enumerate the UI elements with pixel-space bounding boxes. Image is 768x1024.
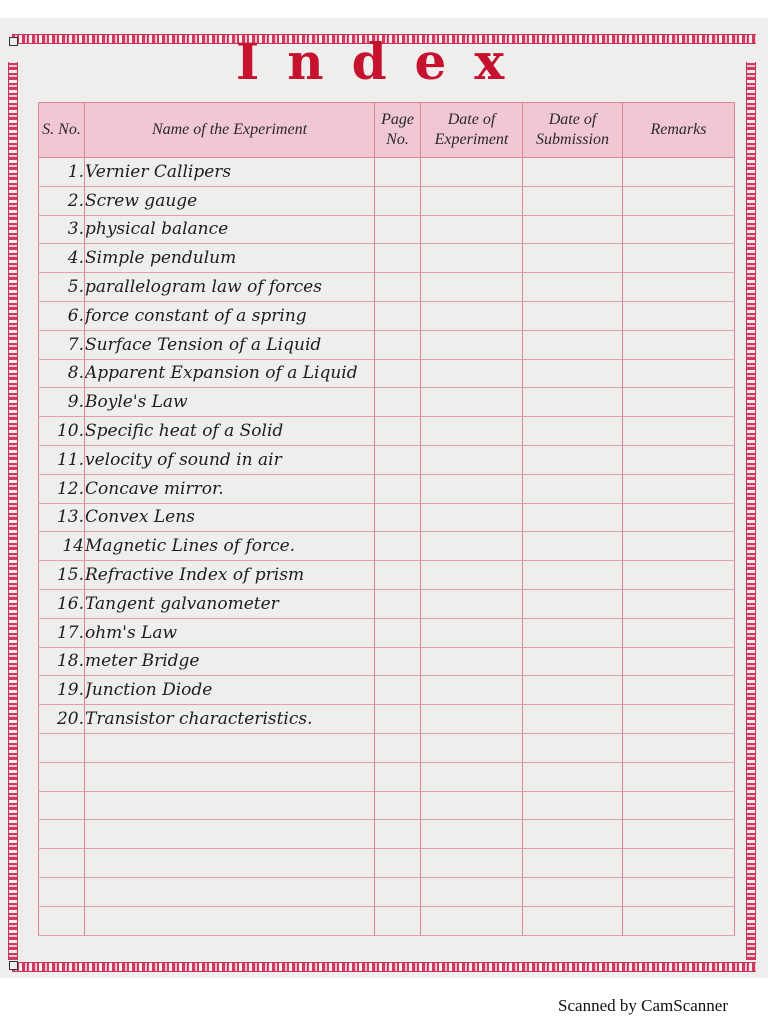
cell-date-of-submission <box>523 676 623 705</box>
cell-date-of-submission <box>523 474 623 503</box>
cell-remarks <box>623 705 735 734</box>
left-border <box>8 62 18 960</box>
cell-sno <box>39 733 85 762</box>
table-row <box>39 676 735 705</box>
cell-date-of-submission <box>523 417 623 446</box>
table-row <box>39 359 735 388</box>
cell-experiment-name <box>85 762 375 791</box>
cell-date-of-submission <box>523 762 623 791</box>
cell-page-no <box>375 474 421 503</box>
table-row <box>39 762 735 791</box>
table-row <box>39 705 735 734</box>
cell-sno: 7. <box>39 330 85 359</box>
cell-date-of-submission <box>523 359 623 388</box>
cell-page-no <box>375 388 421 417</box>
cell-date-of-experiment <box>421 618 523 647</box>
cell-sno: 13. <box>39 503 85 532</box>
cell-remarks <box>623 676 735 705</box>
cell-page-no <box>375 186 421 215</box>
cell-remarks <box>623 906 735 935</box>
cell-date-of-experiment <box>421 330 523 359</box>
cell-date-of-submission <box>523 618 623 647</box>
cell-date-of-submission <box>523 589 623 618</box>
cell-page-no <box>375 301 421 330</box>
cell-sno: 14 <box>39 532 85 561</box>
cell-experiment-name <box>85 733 375 762</box>
cell-remarks <box>623 186 735 215</box>
cell-date-of-submission <box>523 244 623 273</box>
cell-date-of-experiment <box>421 474 523 503</box>
cell-remarks <box>623 647 735 676</box>
cell-sno: 11. <box>39 445 85 474</box>
corner-ornament <box>9 961 18 970</box>
cell-remarks <box>623 589 735 618</box>
cell-page-no <box>375 359 421 388</box>
right-border <box>746 62 756 960</box>
table-row <box>39 417 735 446</box>
cell-sno <box>39 791 85 820</box>
table-row <box>39 244 735 273</box>
cell-sno: 17. <box>39 618 85 647</box>
cell-page-no <box>375 503 421 532</box>
cell-experiment-name: Junction Diode <box>85 676 375 705</box>
cell-experiment-name: force constant of a spring <box>85 301 375 330</box>
table-row <box>39 561 735 590</box>
cell-remarks <box>623 244 735 273</box>
index-table <box>38 102 735 936</box>
cell-experiment-name: physical balance <box>85 215 375 244</box>
table-row <box>39 158 735 187</box>
cell-date-of-submission <box>523 445 623 474</box>
cell-remarks <box>623 388 735 417</box>
table-row <box>39 618 735 647</box>
cell-date-of-experiment <box>421 762 523 791</box>
cell-experiment-name: Apparent Expansion of a Liquid <box>85 359 375 388</box>
cell-date-of-submission <box>523 503 623 532</box>
cell-remarks <box>623 618 735 647</box>
cell-date-of-experiment <box>421 186 523 215</box>
cell-experiment-name: Refractive Index of prism <box>85 561 375 590</box>
cell-experiment-name: Tangent galvanometer <box>85 589 375 618</box>
cell-sno <box>39 820 85 849</box>
cell-experiment-name: Transistor characteristics. <box>85 705 375 734</box>
table-row <box>39 820 735 849</box>
cell-date-of-experiment <box>421 676 523 705</box>
table-row <box>39 301 735 330</box>
cell-experiment-name: meter Bridge <box>85 647 375 676</box>
cell-date-of-submission <box>523 705 623 734</box>
cell-date-of-experiment <box>421 532 523 561</box>
cell-experiment-name: velocity of sound in air <box>85 445 375 474</box>
cell-remarks <box>623 273 735 302</box>
cell-remarks <box>623 820 735 849</box>
header-date-of-experiment: Date of Experiment <box>421 103 523 158</box>
cell-page-no <box>375 273 421 302</box>
cell-remarks <box>623 532 735 561</box>
cell-experiment-name: Magnetic Lines of force. <box>85 532 375 561</box>
cell-experiment-name: Vernier Callipers <box>85 158 375 187</box>
cell-experiment-name: ohm's Law <box>85 618 375 647</box>
cell-sno: 3. <box>39 215 85 244</box>
cell-page-no <box>375 906 421 935</box>
cell-page-no <box>375 532 421 561</box>
cell-page-no <box>375 820 421 849</box>
header-experiment-name: Name of the Experiment <box>85 103 375 158</box>
cell-date-of-experiment <box>421 158 523 187</box>
cell-date-of-experiment <box>421 388 523 417</box>
cell-date-of-submission <box>523 273 623 302</box>
cell-date-of-submission <box>523 820 623 849</box>
cell-page-no <box>375 244 421 273</box>
cell-page-no <box>375 561 421 590</box>
cell-page-no <box>375 733 421 762</box>
cell-experiment-name <box>85 877 375 906</box>
cell-remarks <box>623 301 735 330</box>
cell-date-of-submission <box>523 849 623 878</box>
table-row <box>39 532 735 561</box>
cell-date-of-submission <box>523 186 623 215</box>
cell-date-of-experiment <box>421 561 523 590</box>
cell-date-of-experiment <box>421 445 523 474</box>
cell-experiment-name <box>85 849 375 878</box>
table-row <box>39 503 735 532</box>
cell-date-of-experiment <box>421 791 523 820</box>
cell-date-of-experiment <box>421 589 523 618</box>
cell-date-of-submission <box>523 647 623 676</box>
header-date-of-submission: Date of Submission <box>523 103 623 158</box>
cell-remarks <box>623 417 735 446</box>
cell-sno <box>39 906 85 935</box>
table-row <box>39 647 735 676</box>
cell-page-no <box>375 849 421 878</box>
cell-sno <box>39 877 85 906</box>
cell-date-of-submission <box>523 388 623 417</box>
cell-sno: 8. <box>39 359 85 388</box>
table-row <box>39 445 735 474</box>
cell-remarks <box>623 330 735 359</box>
cell-page-no <box>375 791 421 820</box>
table-row <box>39 273 735 302</box>
cell-remarks <box>623 733 735 762</box>
header-sno: S. No. <box>39 103 85 158</box>
cell-experiment-name <box>85 820 375 849</box>
cell-page-no <box>375 705 421 734</box>
table-row <box>39 215 735 244</box>
cell-remarks <box>623 474 735 503</box>
cell-sno: 16. <box>39 589 85 618</box>
cell-page-no <box>375 215 421 244</box>
table-row <box>39 330 735 359</box>
cell-page-no <box>375 589 421 618</box>
cell-remarks <box>623 503 735 532</box>
cell-sno: 6. <box>39 301 85 330</box>
header-page-no: Page No. <box>375 103 421 158</box>
table-row <box>39 877 735 906</box>
cell-date-of-submission <box>523 906 623 935</box>
cell-date-of-submission <box>523 733 623 762</box>
cell-experiment-name <box>85 791 375 820</box>
table-row <box>39 849 735 878</box>
cell-date-of-submission <box>523 791 623 820</box>
table-row <box>39 906 735 935</box>
table-row <box>39 791 735 820</box>
cell-experiment-name: Specific heat of a Solid <box>85 417 375 446</box>
cell-page-no <box>375 877 421 906</box>
table-row <box>39 474 735 503</box>
cell-sno: 1. <box>39 158 85 187</box>
cell-date-of-submission <box>523 301 623 330</box>
cell-sno: 4. <box>39 244 85 273</box>
cell-sno: 9. <box>39 388 85 417</box>
cell-experiment-name: Surface Tension of a Liquid <box>85 330 375 359</box>
cell-date-of-experiment <box>421 705 523 734</box>
cell-remarks <box>623 877 735 906</box>
cell-date-of-experiment <box>421 733 523 762</box>
scanner-watermark: Scanned by CamScanner <box>558 996 728 1015</box>
table-header-row <box>39 103 735 158</box>
cell-date-of-experiment <box>421 849 523 878</box>
table-row <box>39 388 735 417</box>
cell-remarks <box>623 215 735 244</box>
cell-date-of-submission <box>523 158 623 187</box>
cell-page-no <box>375 618 421 647</box>
cell-experiment-name <box>85 906 375 935</box>
cell-date-of-experiment <box>421 647 523 676</box>
cell-experiment-name: Screw gauge <box>85 186 375 215</box>
cell-experiment-name: Simple pendulum <box>85 244 375 273</box>
cell-date-of-experiment <box>421 417 523 446</box>
cell-date-of-experiment <box>421 301 523 330</box>
cell-sno: 2. <box>39 186 85 215</box>
page-title: Index <box>235 32 533 91</box>
bottom-border <box>12 962 756 972</box>
cell-date-of-submission <box>523 561 623 590</box>
cell-experiment-name: parallelogram law of forces <box>85 273 375 302</box>
cell-remarks <box>623 158 735 187</box>
cell-page-no <box>375 330 421 359</box>
cell-experiment-name: Boyle's Law <box>85 388 375 417</box>
cell-remarks <box>623 561 735 590</box>
cell-date-of-submission <box>523 215 623 244</box>
cell-date-of-experiment <box>421 820 523 849</box>
cell-page-no <box>375 445 421 474</box>
table-row <box>39 186 735 215</box>
cell-date-of-experiment <box>421 503 523 532</box>
cell-sno <box>39 762 85 791</box>
cell-date-of-experiment <box>421 906 523 935</box>
cell-sno: 12. <box>39 474 85 503</box>
cell-remarks <box>623 762 735 791</box>
cell-experiment-name: Concave mirror. <box>85 474 375 503</box>
cell-sno: 18. <box>39 647 85 676</box>
cell-date-of-experiment <box>421 877 523 906</box>
header-remarks: Remarks <box>623 103 735 158</box>
cell-sno: 15. <box>39 561 85 590</box>
cell-date-of-experiment <box>421 359 523 388</box>
cell-sno: 5. <box>39 273 85 302</box>
cell-sno: 10. <box>39 417 85 446</box>
cell-date-of-experiment <box>421 215 523 244</box>
cell-remarks <box>623 849 735 878</box>
cell-page-no <box>375 676 421 705</box>
cell-page-no <box>375 417 421 446</box>
cell-remarks <box>623 359 735 388</box>
table-row <box>39 589 735 618</box>
cell-remarks <box>623 791 735 820</box>
cell-page-no <box>375 762 421 791</box>
cell-date-of-submission <box>523 532 623 561</box>
cell-sno: 20. <box>39 705 85 734</box>
cell-date-of-experiment <box>421 273 523 302</box>
cell-sno <box>39 849 85 878</box>
cell-page-no <box>375 158 421 187</box>
cell-remarks <box>623 445 735 474</box>
cell-experiment-name: Convex Lens <box>85 503 375 532</box>
cell-date-of-submission <box>523 877 623 906</box>
table-row <box>39 733 735 762</box>
cell-date-of-experiment <box>421 244 523 273</box>
cell-sno: 19. <box>39 676 85 705</box>
cell-date-of-submission <box>523 330 623 359</box>
cell-page-no <box>375 647 421 676</box>
